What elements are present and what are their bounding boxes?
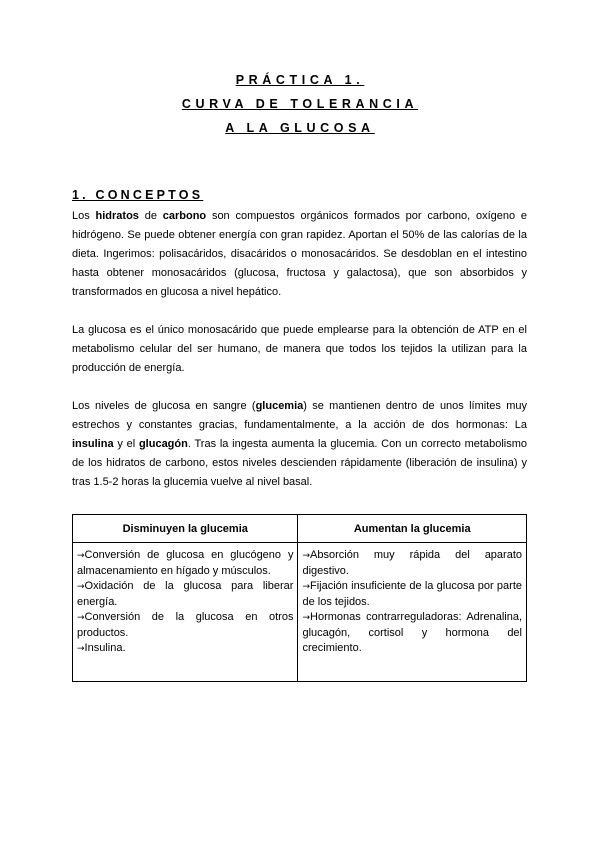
paragraph-carbohidratos: Los hidratos de carbono son compuestos orgánicos formados por carbono, oxígeno e hidrógeno. Se puede obtener energía con gran rapidez. Aportan el 50% de las calorías de la dieta. Ingerimos: polisacáridos, disacáridos o monosacáridos. Se desdoblan en el intestino hasta obtener monosacáridos (glucosa, fructosa y galactosa), que son absorbidos y transformados en glucosa a nivel hepático. xyxy=(72,210,527,298)
list-item: →Fijación insuficiente de la glucosa por parte de los tejidos. xyxy=(302,580,522,608)
paragraph-glucemia: Los niveles de glucosa en sangre (glucemia) se mantienen dentro de unos límites muy estrechos y constantes gracias, fundamentalmente, a la acción de dos hormonas: La insulina y el glucagón. Tras la ingesta aumenta la glucemia. Con un correcto metabolismo de los hidratos de carbono, estos niveles descienden rápidamente (liberación de insulina) y tras 1.5-2 horas la glucemia vuelve al nivel basal. xyxy=(72,400,528,488)
arrow-icon: → xyxy=(302,613,311,623)
arrow-icon: → xyxy=(77,644,85,654)
glucemia-table xyxy=(72,514,527,682)
arrow-icon: → xyxy=(302,582,311,592)
title-line-2: CURVA DE TOLERANCIA xyxy=(181,97,419,111)
list-item: →Hormonas contrarreguladoras: Adrenalina, glucagón, cortisol y hormona del crecimiento. xyxy=(302,611,522,654)
header-aumentan: Aumentan la glucemia xyxy=(298,515,527,543)
section-heading: 1. CONCEPTOS xyxy=(72,188,204,202)
list-item: →Conversión de glucosa en glucógeno y almacenamiento en hígado y músculos. xyxy=(77,549,294,577)
list-item: →Insulina. xyxy=(77,642,126,654)
list-item: →Absorción muy rápida del aparato digestivo. xyxy=(302,549,522,577)
list-item: →Oxidación de la glucosa para liberar energía. xyxy=(77,580,294,608)
arrow-icon: → xyxy=(77,613,85,623)
header-disminuyen: Disminuyen la glucemia xyxy=(73,515,298,543)
cell-disminuyen xyxy=(73,543,298,682)
bold-term-carbono: carbono xyxy=(162,210,207,222)
title-line-1: PRÁCTICA 1. xyxy=(235,73,365,87)
bold-term-glucemia: glucemia xyxy=(255,400,304,412)
bold-term-insulina: insulina xyxy=(72,438,114,450)
arrow-icon: → xyxy=(302,551,311,561)
title-line-3: A LA GLUCOSA xyxy=(225,121,375,135)
paragraph-glucosa: La glucosa es el único monosacárido que puede emplearse para la obtención de ATP en el metabolismo celular del ser humano, de manera que todos los tejidos la utilizan para la producción de energía. xyxy=(72,324,527,374)
arrow-icon: → xyxy=(77,551,85,561)
cell-aumentan xyxy=(298,543,527,682)
bold-term-hidratos: hidratos xyxy=(95,210,139,222)
bold-term-glucagon: glucagón xyxy=(138,438,188,450)
list-item: →Conversión de la glucosa en otros productos. xyxy=(77,611,294,639)
arrow-icon: → xyxy=(77,582,85,592)
